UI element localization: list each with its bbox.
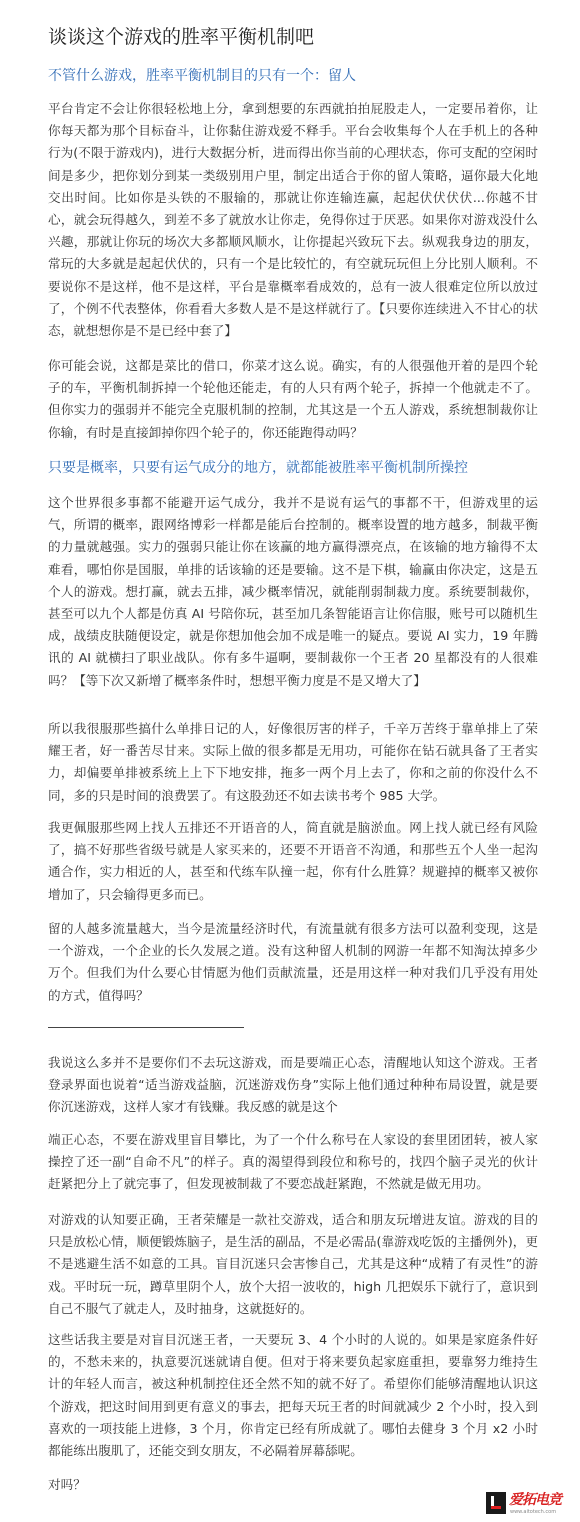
paragraph-no-voice: 我更佩服那些网上找人五排还不开语音的人，简直就是脑淤血。网上找人就已经有风险了，搞不好那些省级号就是人家买来的，还要不开语音不沟通，和那些五个人坐一起沟通合作，实力相近的人，甚至和代练车队撞一起，你有什么胜算？规避掉的概率又被你增加了，只会输得更多而已。 — [48, 820, 538, 902]
paragraph-traffic-economy: 留的人越多流量越大，当今是流量经济时代，有流量就有很多方法可以盈利变现，这是一个游戏，一个企业的长久发展之道。没有这种留人机制的网游一年都不知淘汰掉多少万个。但我们为什么要心甘情愿为他们贡献流量，还是用这样一种对我们几乎没有用处的方式，值得吗？ — [48, 921, 538, 1003]
paragraph-game-cognition: 对游戏的认知要正确，王者荣耀是一款社交游戏，适合和朋友玩增进友谊。游戏的目的只是放松心情，顺便锻炼脑子，是生活的副品，不是必需品(靠游戏吃饭的主播例外)，更不是逃避生活不如意的工具。盲目沉迷只会害惨自己，尤其是这种“成精了有灵性”的游戏。平时玩一玩，蹲草里阴个人，放个大招一波收的，high 几把娱乐下就行了，意识到自己不服气了就走人，及时抽身，这就挺好的。 — [48, 1212, 538, 1316]
watermark-logo — [486, 1488, 574, 1518]
paragraph-luck-control: 这个世界很多事都不能避开运气成分，我并不是说有运气的事都不干，但游戏里的运气，所谓的概率，跟网络博彩一样都是能后台控制的。概率设置的地方越多，制裁平衡的力量就越强。实力的强弱只能让你在该赢的地方赢得漂亮点，在该输的地方输得不太难看，哪怕你是国服，单排的话该输的还是要输。这不是下棋，输赢由你决定，这是五个人的游戏。想打赢，就去五排，减少概率情况，就能削弱制裁力度。系统要制裁你，甚至可以九个人都是仿真 AI 号陪你玩，甚至加几条智能语言让你信服，账号可以随机生成，战绩皮肤随便设定，就是你想加他会加不成是唯一的疑点。要说 AI 实力，19 年腾讯的 AI 就横扫了职业战队。你有多牛逼啊，要制裁你一个王者 20 星都没有的人很难吗？【等下次又新增了概率条件时，想想平衡力度是不是又增大了】 — [48, 495, 538, 688]
paragraph-mindset: 端正心态，不要在游戏里盲目攀比，为了一个什么称号在人家设的套里团团转，被人家操控了还一副“自命不凡”的样子。真的渴望得到段位和称号的，找四个脑子灵光的伙计赶紧把分上了就完事了，但发现被制裁了不要恋战赶紧跑，不然就是做无用功。 — [48, 1132, 538, 1192]
article-title: 谈谈这个游戏的胜率平衡机制吧 — [48, 26, 315, 48]
paragraph-solo-diary: 所以我很服那些搞什么单排日记的人，好像很厉害的样子，千辛万苦终于靠单排上了荣耀王者，好一番苦尽甘来。实际上做的很多都是无用功，可能你在钻石就具备了王者实力，却偏要单排被系统上上下下地安排，拖多一两个月上去了，你和之前的你没什么不同，多的只是时间的浪费罢了。有这股劲还不如去读书考个 985 大学。 — [48, 721, 538, 803]
paragraph-skill-excuse: 你可能会说，这都是菜比的借口，你菜才这么说。确实，有的人很强他开着的是四个轮子的车，平衡机制拆掉一个轮他还能走，有的人只有两个轮子，拆掉一个他就走不了。但你实力的强弱并不能完全克服机制的控制，尤其这是一个五人游戏，系统想制裁你让你输，有时是直接卸掉你四个轮子的，你还能跑得动吗？ — [48, 358, 538, 440]
paragraph-closing: 对吗？ — [48, 1477, 86, 1492]
paragraph-platform-strategy: 平台肯定不会让你很轻松地上分，拿到想要的东西就拍拍屁股走人，一定要吊着你，让你每天都为那个目标奋斗，让你黏住游戏爱不释手。平台会收集每个人在手机上的各种行为(不限于游戏内)，进行大数据分析，进而得出你当前的心理状态，你可支配的空闲时间是多少，把你划分到某一类级别用户里，制定出适合于你的留人策略，逼你最大化地交出时间。比如你是头铁的不服输的，那就让你连输连赢，起起伏伏伏伏...你越不甘心，就会玩得越久，到差不多了就放水让你走，免得你过于厌恶。如果你对游戏没什么兴趣，那就让你玩的场次大多都顺风顺水，让你提起兴致玩下去。纵观我身边的朋友，常玩的大多就是起起伏伏的，只有一个是比较忙的，有空就玩玩但上分比别人顺利。不要说你不是这样，他不是这样，平台是靠概率看成效的，总有一波人很难定位所以放过了，个例不代表整体，你看看大多数人是不是这样就行了。【只要你连续进入不甘心的状态，就想想你是不是已经中套了】 — [48, 101, 538, 339]
section-subheading-retention: 不管什么游戏，胜率平衡机制目的只有一个：留人 — [48, 68, 356, 84]
paragraph-advice: 这些话我主要是对盲目沉迷王者，一天要玩 3、4 个小时的人说的。如果是家庭条件好的，不愁未来的，执意要沉迷就请自便。但对于将来要负起家庭重担，要靠努力维持生计的年轻人而言，被这种机制控住还全然不知的就不好了。希望你们能够清醒地认识这个游戏，把这时间用到更有意义的事去，把每天玩王者的时间就减少 2 个小时，投入到喜欢的一项技能上进修，3 个月，你肯定已经有所成就了。哪怕去健身 3 个月 x2 小时都能练出腹肌了，还能交到女朋友，不必隔着屏幕舔呢。 — [48, 1332, 538, 1459]
watermark-url: www.aitotech.com — [510, 1509, 557, 1515]
watermark-text: 爱拓电竞 — [509, 1492, 561, 1508]
section-divider — [48, 1027, 244, 1028]
section-subheading-probability: 只要是概率，只要有运气成分的地方，就都能被胜率平衡机制所操控 — [48, 460, 468, 476]
paragraph-intent: 我说这么多并不是要你们不去玩这游戏，而是要端正心态，清醒地认知这个游戏。王者登录界面也说着“适当游戏益脑，沉迷游戏伤身”实际上他们通过种种布局设置，就是要你沉迷游戏，这样人家才有钱赚。我反感的就是这个 — [48, 1055, 538, 1115]
watermark-icon — [486, 1492, 506, 1514]
